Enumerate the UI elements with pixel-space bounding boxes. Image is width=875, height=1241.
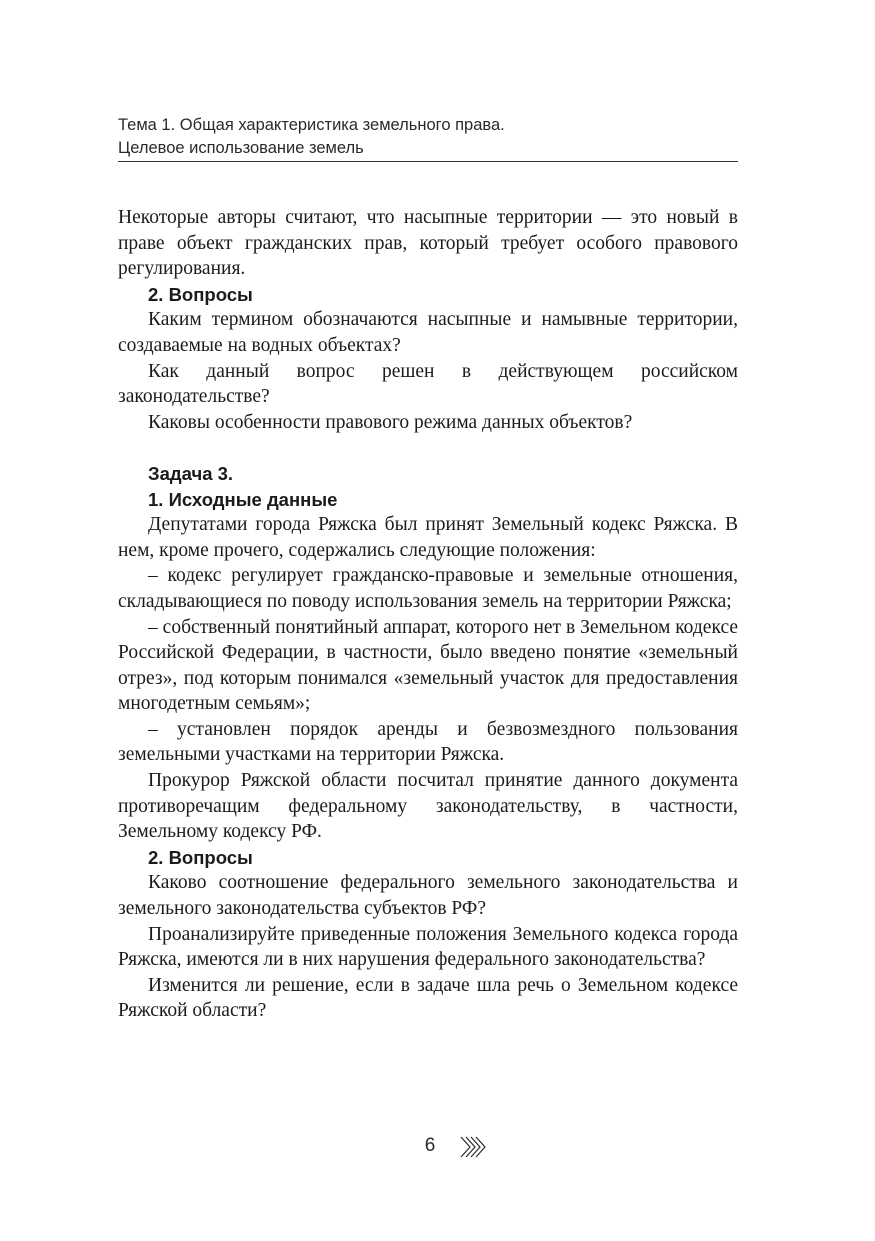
section-gap bbox=[118, 435, 738, 461]
intro-paragraph: Некоторые авторы считают, что насыпные территории — это новый в праве объект гражданских прав, который требует особого правового регулирования. bbox=[118, 207, 738, 280]
question-item: Каким термином обозначаются насыпные и намывные территории, создаваемые на водных объектах? bbox=[118, 309, 738, 356]
running-header-line-2: Целевое использование земель bbox=[118, 139, 364, 157]
running-header bbox=[118, 114, 738, 160]
question-item: Проанализируйте приведенные положения Земельного кодекса города Ряжска, имеются ли в них нарушения федерального законодательства? bbox=[118, 923, 738, 971]
chevrons-right-icon bbox=[458, 1135, 490, 1159]
questions-heading: 2. Вопросы bbox=[148, 283, 253, 305]
page-footer bbox=[0, 1132, 875, 1162]
page-body bbox=[118, 205, 738, 1024]
task-paragraph: – собственный понятийный аппарат, которого нет в Земельном кодексе Российской Федерации, в частности, было введено понятие «земельный отрез», под которым понимался «земельный участок для предоставления многодетным семьям»; bbox=[118, 616, 738, 715]
task-questions-heading: 2. Вопросы bbox=[148, 846, 253, 868]
question-item: Как данный вопрос решен в действующем российском законодательстве? bbox=[118, 360, 738, 408]
task-paragraph: Депутатами города Ряжска был принят Земельный кодекс Ряжска. В нем, кроме прочего, содержались следующие положения: bbox=[118, 514, 738, 561]
page-number: 6 bbox=[424, 1135, 436, 1156]
input-data-heading: 1. Исходные данные bbox=[148, 488, 338, 510]
question-item: Каковы особенности правового режима данных объектов? bbox=[148, 411, 633, 433]
header-divider bbox=[118, 161, 738, 162]
running-header-line-1: Тема 1. Общая характеристика земельного права. bbox=[118, 116, 505, 134]
task-title: Задача 3. bbox=[148, 462, 234, 484]
question-item: Изменится ли решение, если в задаче шла речь о Земельном кодексе Ряжской области? bbox=[118, 974, 738, 1022]
task-paragraph: – кодекс регулирует гражданско-правовые и земельные отношения, складывающиеся по поводу использования земель на территории Ряжска; bbox=[118, 565, 738, 612]
task-paragraph: Прокурор Ряжской области посчитал принятие данного документа противоречащим федеральному законодательству, в частности, Земельному кодексу РФ. bbox=[118, 770, 738, 843]
question-item: Каково соотношение федерального земельного законодательства и земельного законодательства субъектов РФ? bbox=[118, 872, 738, 920]
task-paragraph: – установлен порядок аренды и безвозмездного пользования земельными участками на территории Ряжска. bbox=[118, 718, 738, 766]
